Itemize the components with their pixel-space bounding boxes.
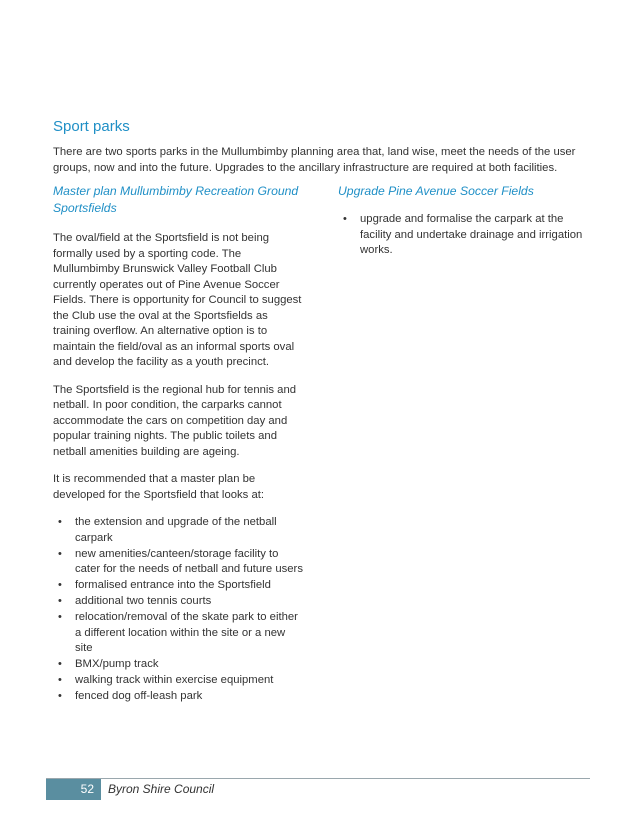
bullet-icon: • — [343, 213, 347, 225]
bullet-icon: • — [58, 516, 62, 528]
list-item-text: relocation/removal of the skate park to either a different location within the site or a new site — [75, 611, 298, 654]
list-item-text: additional two tennis courts — [75, 595, 212, 607]
list-item-text: BMX/pump track — [75, 658, 159, 670]
list-item-text: walking track within exercise equipment — [75, 674, 274, 686]
bullet-icon: • — [58, 547, 62, 560]
list-item — [53, 673, 303, 689]
list-item — [53, 547, 303, 578]
left-heading: Master plan Mullumbimby Recreation Ground Sportsfields — [53, 184, 299, 215]
page-number: 52 — [46, 779, 101, 800]
list-item-text: formalised entrance into the Sportsfield — [75, 579, 271, 591]
left-bullet-list — [53, 515, 303, 705]
right-column — [338, 183, 588, 259]
right-bullet-list — [338, 212, 588, 259]
left-paragraph: The oval/field at the Sportsfield is not being formally used by a sporting code. The Mullumbimby Brunswick Valley Football Club currently operates out of Pine Avenue Soccer Fields. There is opportunity for Council to suggest the Club use the oval at the Sportsfields as training overflow. An alternative option is to maintain the field/oval as an informal sports oval and develop the facility as a youth precinct. — [53, 232, 302, 368]
list-item — [53, 689, 303, 705]
list-item — [53, 657, 303, 673]
list-item-text: new amenities/canteen/storage facility to cater for the needs of netball and future users — [75, 547, 303, 575]
bullet-icon: • — [58, 690, 62, 702]
intro-paragraph: There are two sports parks in the Mullumbimby planning area that, land wise, meet the needs of the user groups, now and into the future. Upgrades to the ancillary infrastructure are required at both facilities. — [53, 146, 576, 174]
left-paragraph: The Sportsfield is the regional hub for tennis and netball. In poor condition, the carparks cannot accommodate the cars on competition day and popular training nights. The public toilets and netball amenities building are ageing. — [53, 383, 297, 458]
left-paragraph: It is recommended that a master plan be developed for the Sportsfield that looks at: — [53, 473, 265, 501]
list-item — [53, 578, 303, 594]
bullet-icon: • — [58, 658, 62, 670]
bullet-icon: • — [58, 611, 62, 623]
list-item — [53, 594, 303, 610]
bullet-icon: • — [58, 579, 62, 591]
bullet-icon: • — [58, 595, 62, 607]
list-item-text: upgrade and formalise the carpark at the facility and undertake drainage and irrigation works. — [360, 213, 583, 256]
list-item-text: the extension and upgrade of the netball carpark — [75, 516, 277, 544]
section-title: Sport parks — [53, 118, 130, 135]
list-item — [53, 515, 303, 546]
footer-organisation: Byron Shire Council — [108, 782, 215, 796]
left-column — [53, 183, 303, 705]
list-item — [53, 610, 303, 657]
list-item-text: fenced dog off-leash park — [75, 690, 203, 702]
bullet-icon: • — [58, 674, 62, 686]
list-item — [338, 212, 588, 259]
right-heading: Upgrade Pine Avenue Soccer Fields — [338, 184, 534, 198]
